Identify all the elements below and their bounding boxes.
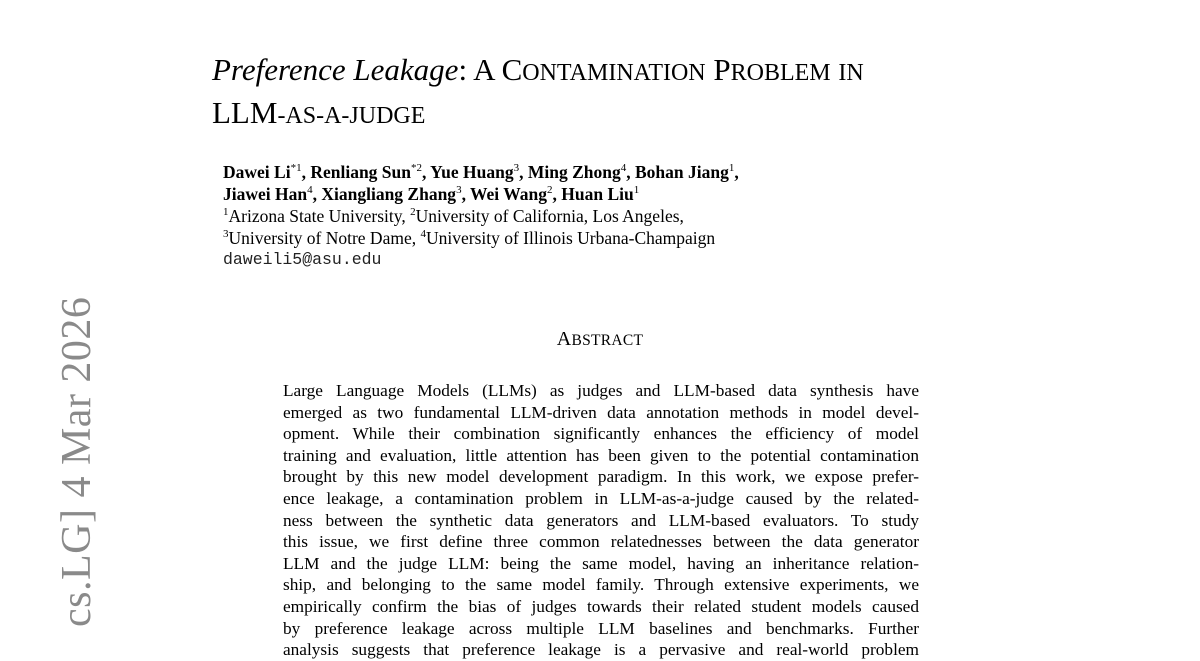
author-sup: 4: [620, 162, 627, 174]
author-sep: ,: [626, 162, 635, 182]
author-sup: 3: [456, 184, 462, 196]
abstract-line: opment. While their combination significantly enhances the efficiency of model: [283, 424, 919, 444]
abstract-line: ship, and belonging to the same model family. Through extensive experiments, we: [283, 575, 919, 595]
author-line-1: [223, 161, 1023, 183]
abstract-line: ness between the synthetic data generators and LLM-based evaluators. To study: [283, 510, 919, 530]
author-sup: 3: [513, 162, 520, 174]
affiliation-text: University of Notre Dame,: [228, 228, 421, 248]
title-colon: :: [458, 52, 468, 87]
title-line-1: [212, 50, 1112, 93]
affiliation-line-1: [223, 205, 1023, 227]
affiliation-text: University of California, Los Angeles,: [415, 206, 684, 226]
author-sep: ,: [734, 162, 739, 182]
paper-title: [212, 50, 1112, 136]
author-sup: 4: [307, 184, 313, 196]
abstract-line: Large Language Models (LLMs) as judges and LLM-based data synthesis have: [283, 381, 919, 400]
affiliation-text: Arizona State University,: [228, 206, 411, 226]
abstract-heading: [0, 328, 1200, 351]
author-sup: 1: [728, 162, 735, 174]
abstract-heading-rest: BSTRACT: [571, 332, 644, 349]
author-sep: ,: [312, 184, 322, 204]
author-name: Ming Zhong: [527, 162, 621, 182]
author-name: Dawei Li: [223, 162, 291, 182]
author-sup: 1: [633, 184, 640, 196]
author-sep: ,: [519, 162, 528, 182]
title-line2-small: -AS-A-JUDGE: [277, 103, 426, 129]
abstract-body: [283, 380, 919, 661]
author-sep: ,: [552, 184, 562, 204]
title-italic: Preference Leakage: [212, 52, 459, 87]
title-word-2-cap: C: [501, 52, 523, 87]
author-sup: 2: [547, 184, 553, 196]
title-word-1-cap: A: [473, 52, 494, 87]
contact-email[interactable]: daweili5@asu.edu: [223, 250, 382, 269]
abstract-line: training and evaluation, little attention has been given to the potential contamination: [283, 445, 919, 465]
author-sep: ,: [301, 162, 311, 182]
abstract-line: ence leakage, a contamination problem in LLM-as-a-judge caused by the related-: [283, 488, 919, 508]
arxiv-stamp: cs.LG] 4 Mar 2026: [54, 296, 100, 627]
abstract-line: empirically confirm the bias of judges towards their related student models caused: [283, 596, 919, 616]
author-name: Yue Huang: [430, 162, 514, 182]
author-name: Jiawei Han: [223, 184, 308, 204]
author-name: Wei Wang: [470, 184, 547, 204]
author-sep: ,: [461, 184, 470, 204]
abstract-line: analysis suggests that preference leakage is a pervasive and real-world problem: [283, 640, 919, 660]
author-sup: *2: [411, 162, 422, 174]
title-word-3-cap: P: [713, 52, 731, 87]
affiliation-sup: 3: [223, 228, 229, 240]
title-line2-caps: LLM: [212, 95, 278, 130]
abstract-line: this issue, we first define three common relatednesses between the data generator: [283, 532, 919, 552]
affiliation-sup: 1: [223, 206, 229, 218]
abstract-line: by preference leakage across multiple LLM baselines and benchmarks. Further: [283, 618, 919, 638]
abstract-line: LLM and the judge LLM: being the same model, having an inheritance relation-: [283, 553, 919, 573]
title-word-3-rest: ROBLEM: [730, 60, 831, 86]
abstract-line: emerged as two fundamental LLM-driven data annotation methods in model devel-: [283, 402, 919, 422]
affiliation-line-2: [223, 227, 1023, 249]
affiliation-sup: 4: [420, 228, 426, 240]
title-word-2-rest: ONTAMINATION: [522, 60, 706, 86]
title-line-2: [212, 93, 1112, 136]
author-sep: ,: [422, 162, 431, 182]
author-name: Huan Liu: [561, 184, 634, 204]
author-name: Renliang Sun: [310, 162, 411, 182]
abstract-line: brought by this new model development paradigm. In this work, we expose prefer-: [283, 467, 919, 487]
author-name: Bohan Jiang: [634, 162, 729, 182]
author-block: [223, 161, 1023, 271]
author-sup: *1: [290, 162, 302, 174]
abstract-heading-cap: A: [556, 328, 572, 350]
author-line-2: [223, 183, 1023, 205]
author-name: Xiangliang Zhang: [321, 184, 457, 204]
affiliation-text: University of Illinois Urbana-Champaign: [425, 228, 716, 248]
title-word-4-rest: IN: [838, 60, 864, 86]
affiliation-sup: 2: [410, 206, 416, 218]
